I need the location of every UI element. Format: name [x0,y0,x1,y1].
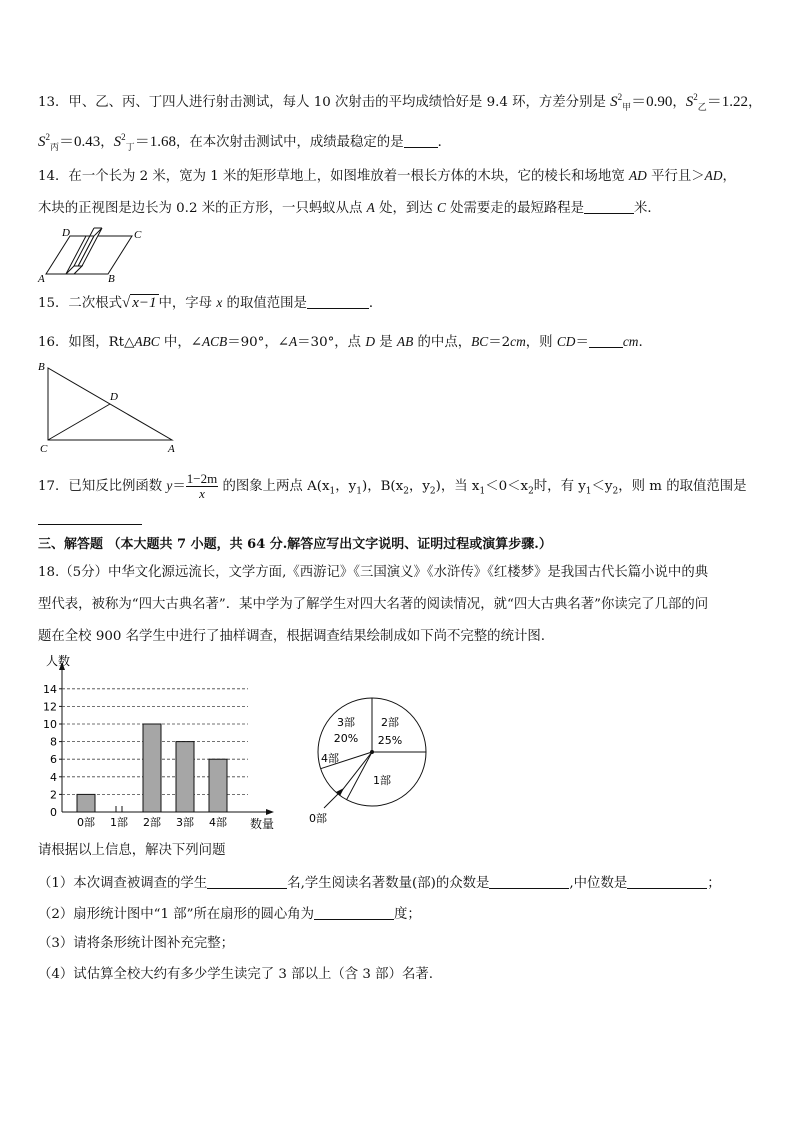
bar-xtick-3: 3部 [176,816,194,829]
q18-p1-c: ,中位数是 [569,876,628,891]
q13-s-bing-sub: 丙 [50,142,60,152]
q18-part4: （4）试估算全校大约有多少学生读完了 3 部以上（含 3 部）名著. [38,967,433,982]
q14-label-b: B [108,273,115,284]
bar-4 [209,759,227,812]
pie-pct-2: 25% [377,734,403,747]
q16-unit: cm [622,334,639,349]
q15-end: ． [368,296,383,311]
pie-label-2: 2部 [381,716,399,729]
q14-text-mid: 平行且＞ [646,169,705,184]
q13-answer-blank[interactable] [404,133,438,148]
q17-fraction [186,472,218,501]
q16-median-cd [48,404,110,440]
q18-p1-a: （1）本次调查被调查的学生 [38,876,208,891]
q17-sub6: 2 [528,486,534,497]
q14-text-2a: 木块的正视图是边长为 0.2 米的正方形，一只蚂蚁从点 [38,201,367,216]
q18-prompt: 请根据以上信息，解决下列问题 [38,843,226,858]
q14-label-c: C [134,229,142,241]
q13-s-yi-sup: 2 [693,92,698,102]
q13-s-bing-sup: 2 [45,132,50,142]
q16-t6: ＝2 [488,335,511,350]
q16-ab: AB [396,334,414,349]
q13-s-ding [114,134,176,150]
q13-s-jia-val: ＝0.90 [631,94,673,110]
bar-x-label: 数量 [250,817,275,831]
q18-p2-b: 度； [394,907,421,922]
q16-figure [36,360,186,456]
q16-label-b: B [38,361,45,373]
q17-line [38,472,747,501]
q18-p1-blank-median[interactable] [627,874,707,889]
q16-t1: 中，∠ [159,335,202,350]
q18-line3: 题在全校 900 名学生中进行了抽样调查，根据调查结果绘制成如下尚不完整的统计图. [38,629,545,644]
q14-line1 [38,167,736,186]
q13-s-bing-symbol: S [38,134,46,150]
q17-denominator: x [199,486,205,501]
q13-s-yi-val: ＝1.22 [706,94,749,110]
q13-s-bing-val: ＝0.43 [59,134,101,150]
pie-label-4: 4部 [321,752,339,765]
pie-label-1: 1部 [373,774,391,787]
q14-text-2end: 米． [634,201,661,216]
q18-p2-a: （2）扇形统计图中“1 部”所在扇形的圆心角为 [38,907,315,922]
q13-s-jia-sup: 2 [617,92,623,102]
q16-line [38,333,643,352]
bar-xtick-0: 0部 [77,816,95,829]
bar-3 [176,742,194,812]
q15-text-mid: 中，字母 [158,296,217,311]
bar-ytick-14: 14 [43,682,57,696]
q14-answer-blank[interactable] [584,199,634,214]
q17-answer-blank[interactable] [38,524,142,525]
q18-p2-blank-angle[interactable] [314,905,394,920]
q17-t6: ＜0＜x [485,479,529,494]
q18-p1-blank-mode[interactable] [489,874,569,889]
q17-t2: ，y [335,479,357,494]
q13-s-jia [610,94,672,110]
q15-line [38,294,382,313]
q17-t5: )，当 x [435,479,480,494]
q13-s-jia-symbol: S [610,94,618,110]
q15-answer-blank[interactable] [307,294,369,309]
q18-line2: 型代表，被称为“四大古典名著”．某中学为了解学生对四大名著的阅读情况，就“四大古典名著”你读完了几部的问 [38,597,709,612]
q15-text-pre: 15．二次根式 [38,296,122,311]
q16-end: . [638,335,643,350]
bar-ytick-8: 8 [50,735,57,749]
q17-y: y [166,478,173,493]
q15-var-x: x [216,295,223,310]
q17-t3: )，B(x [361,479,404,494]
q13-s-yi [686,94,748,110]
q13-s-ding-sub: 丁 [125,142,135,152]
bar-0 [77,794,95,812]
q18-part1 [38,874,721,893]
q14-figure [36,222,146,284]
q13-sep2: ， [748,95,762,110]
pie-pct-3: 20% [333,732,359,745]
q16-t2: ＝90°，∠ [227,335,289,350]
bar-xtick-4: 4部 [209,816,227,829]
q13-s-yi-sub: 乙 [697,102,707,112]
q15-radicand: x−1 [132,295,157,311]
q13-line1 [38,88,761,116]
q15-text-post: 的取值范围是 [222,296,307,311]
q16-cd: CD [556,334,576,349]
q13-text-2: ，在本次射击测试中，成绩最稳定的是 [175,135,404,150]
pie-chart [300,696,440,828]
q13-s-ding-val: ＝1.68 [134,134,176,150]
q13-s-yi-symbol: S [685,94,694,110]
q18-p1-blank-count[interactable] [207,874,287,889]
q13-sep3: ， [100,135,114,150]
q15-sqrt: √ x−1 [122,295,157,311]
pie-label-3: 3部 [337,716,355,729]
bar-xtick-1: 1部 [110,816,128,829]
bar-y-label: 人数 [46,654,71,668]
q16-t4: 是 [375,335,397,350]
q13-sep1: ， [672,95,686,110]
q16-t8: ＝ [575,335,589,350]
pie-center [370,750,374,754]
bar-ytick-0: 0 [50,806,57,819]
q16-label-c: C [40,443,48,455]
q14-label-a: A [38,273,45,284]
q14-text-end: ， [722,169,736,184]
q17-numerator: 1−2m [186,471,218,486]
bar-ytick-12: 12 [43,700,57,714]
q17-sub1: 1 [329,486,336,497]
q14-text-2b: 处，到达 [374,201,437,216]
bar-ytick-2: 2 [50,788,57,802]
q17-sub7: 1 [585,486,592,497]
q14-label-d: D [62,227,70,239]
q18-part3: （3）请将条形统计图补充完整； [38,936,234,951]
q14-point-a: A [366,200,375,215]
pie-label-0: 0部 [309,812,327,825]
q13-s-ding-symbol: S [113,134,122,150]
q17-sub5: 1 [479,486,486,497]
q13-s-jia-sub: 甲 [622,102,632,112]
q17-t9: ，则 m 的取值范围是 [618,479,747,494]
q18-p1-b: 名,学生阅读名著数量(部)的众数是 [287,876,490,891]
q16-t7: ，则 [525,335,557,350]
q13-line2 [38,128,451,156]
q14-text-2c: 处需要走的最短路程是 [445,201,585,216]
q17-eq: ＝ [172,479,186,494]
bar-2 [143,724,161,812]
q14-point-c: C [436,200,446,215]
q16-label-a: A [168,443,175,455]
q16-t5: 的中点， [413,335,472,350]
q17-sub3: 2 [403,486,409,497]
q18-part2 [38,905,421,924]
q16-t0: 16．如图，Rt△ [38,335,135,350]
q17-t8: ＜y [591,479,613,494]
q13-end: ． [437,135,451,150]
q16-t3: ＝30°，点 [297,335,366,350]
q17-sub2: 1 [356,486,362,497]
q14-line2 [38,199,661,218]
bar-ytick-4: 4 [50,770,57,784]
q16-bc: BC [471,334,489,349]
q13-s-ding-sup: 2 [121,132,126,142]
q16-acb: ACB [201,334,228,349]
bar-ytick-10: 10 [43,718,57,731]
q16-cm: cm [510,334,526,349]
bar-xtick-2: 2部 [143,816,161,829]
q17-t7: 时，有 y [533,479,586,494]
q13-text-1: 13．甲、乙、丙、丁四人进行射击测试，每人 10 次射击的平均成绩恰好是 9.4 环，方差分别是 [38,95,611,110]
section3-title: 三、解答题 （本大题共 7 小题，共 64 分.解答应写出文字说明、证明过程或演算步骤.） [38,537,552,552]
q16-label-d: D [110,391,118,403]
q17-t0: 17．已知反比例函数 [38,479,167,494]
q17-t1: 的图象上两点 A(x [218,479,330,494]
bar-chart [34,652,284,832]
q17-t4: ，y [408,479,430,494]
q14-text-1: 14．在一个长为 2 米，宽为 1 米的矩形草地上，如图堆放着一根长方体的木块，它的棱长和场地宽 [38,169,629,184]
q17-sub4: 2 [429,486,436,497]
q16-a: A [288,334,298,349]
q17-sub8: 2 [612,486,619,497]
q16-answer-blank[interactable] [589,333,623,348]
bar-x-arrow [266,809,274,815]
q14-ad2: AD [704,168,723,183]
bar-ytick-6: 6 [50,753,57,767]
q18-p1-end: ； [707,876,721,891]
q13-s-bing [38,134,100,150]
q18-line1: 18.（5分）中华文化源远流长，文学方面,《西游记》《三国演义》《水浒传》《红楼梦》是我国古代长篇小说中的典 [38,565,709,580]
q16-d: D [365,334,376,349]
q16-abc: ABC [134,334,160,349]
q14-ad: AD [628,168,647,183]
